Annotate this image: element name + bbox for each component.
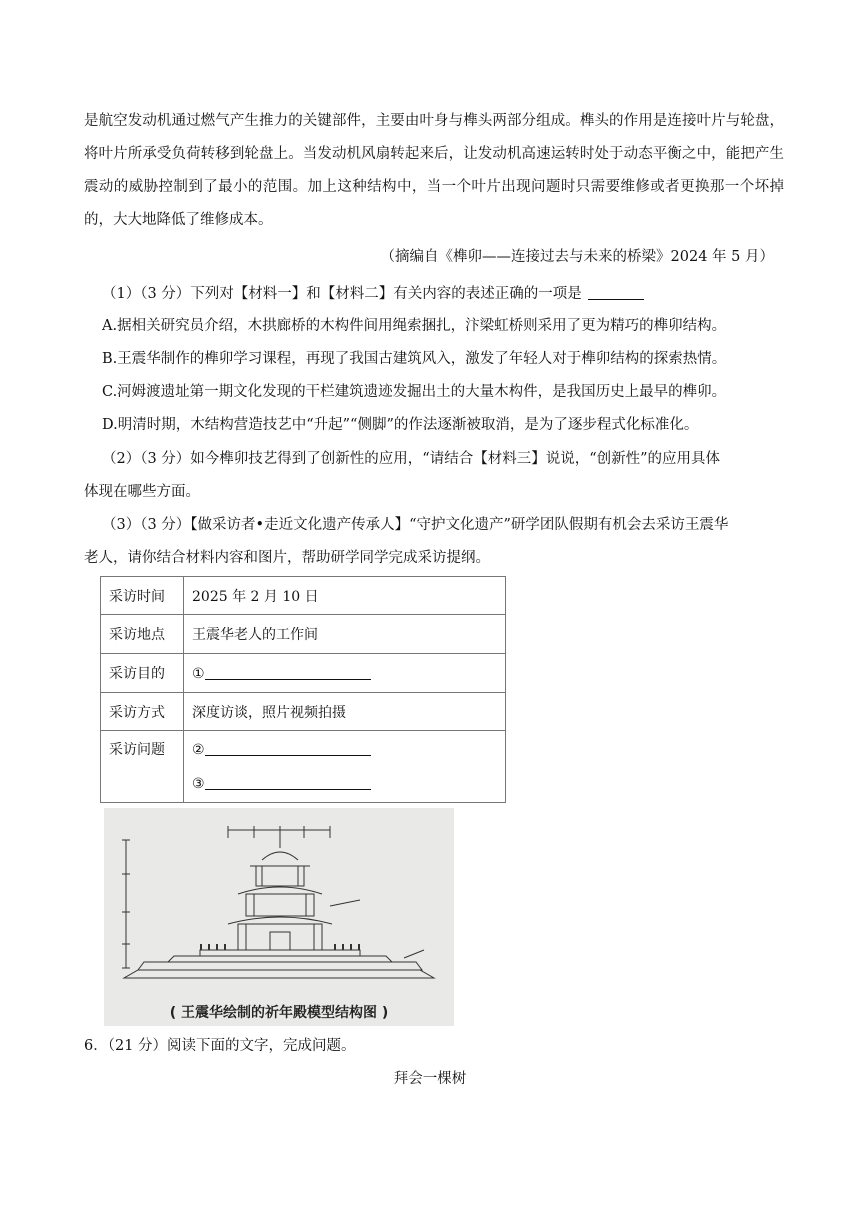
temple-drawing [104,808,454,1000]
question-2-line-2: 体现在哪些方面。 [84,484,200,500]
option-c: C.河姆渡遗址第一期文化发现的干栏建筑遗迹发掘出土的大量木构件，是我国历史上最早的榫卯。 [102,384,727,400]
question-3-line-1: （3）（3 分）【做采访者•走近文化遗产传承人】“守护文化遗产”研学团队假期有机会去采访王震华 [102,517,729,533]
intro-paragraph: 是航空发动机通过燃气产生推力的关键部件，主要由叶身与榫头两部分组成。榫头的作用是连接叶片与轮盘，将叶片所承受负荷转移到轮盘上。当发动机风扇转起来后，让发动机高速运转时处于动态平衡之中，能把产生震动的威胁控制到了最小的范围。加上这种结构中，当一个叶片出现问题时只需要维修或者更换那一个坏掉的，大大地降低了维修成本。 [84,113,784,228]
table-row [101,615,506,654]
question-value [184,731,506,803]
time-value: 2025 年 2 月 10 日 [184,577,506,615]
option-b: B.王震华制作的榫卯学习课程，再现了我国古建筑风入，激发了年轻人对于榫卯结构的探索热情。 [102,351,727,367]
table-row [101,577,506,615]
question-label: 采访问题 [101,731,184,803]
question-answer-blank-2[interactable] [205,775,371,790]
method-label: 采访方式 [101,693,184,731]
circled-number-3: ③ [192,775,205,792]
article-title: 拜会一棵树 [393,1071,467,1087]
table-row [101,654,506,693]
temple-structure-figure [104,808,454,1026]
table-row [101,693,506,731]
place-label: 采访地点 [101,615,184,654]
purpose-value [184,654,506,693]
time-label: 采访时间 [101,577,184,615]
circled-number-2: ② [192,741,205,758]
interview-outline-table [100,576,506,803]
question-3-line-2: 老人，请你结合材料内容和图片，帮助研学同学完成采访提纲。 [84,550,490,566]
figure-caption: ( 王震华绘制的祈年殿模型结构图 ) [169,1005,389,1021]
method-value: 深度访谈，照片视频拍摄 [184,693,506,731]
circled-number-1: ① [192,665,205,682]
question-answer-blank-1[interactable] [205,741,371,756]
answer-blank[interactable] [588,285,644,300]
purpose-answer-blank[interactable] [205,665,371,680]
question-6-heading: 6．（21 分）阅读下面的文字，完成问题。 [84,1038,356,1054]
question-1-stem: （1）（3 分）下列对【材料一】和【材料二】有关内容的表述正确的一项是 [102,282,644,303]
option-d: D.明清时期，木结构营造技艺中“升起”“侧脚”的作法逐渐被取消，是为了逐步程式化标准化。 [102,417,699,433]
table-row [101,731,506,803]
option-a: A.据相关研究员介绍，木拱廊桥的木构件间用绳索捆扎，汴梁虹桥则采用了更为精巧的榫卯结构。 [102,318,727,334]
place-value: 王震华老人的工作间 [184,615,506,654]
question-2-line-1: （2）（3 分）如今榫卯技艺得到了创新性的应用，“请结合【材料三】说说，“创新性”的应用具体 [102,451,721,467]
source-citation: （摘编自《榫卯——连接过去与未来的桥梁》2024 年 5 月） [380,249,774,265]
purpose-label: 采访目的 [101,654,184,693]
